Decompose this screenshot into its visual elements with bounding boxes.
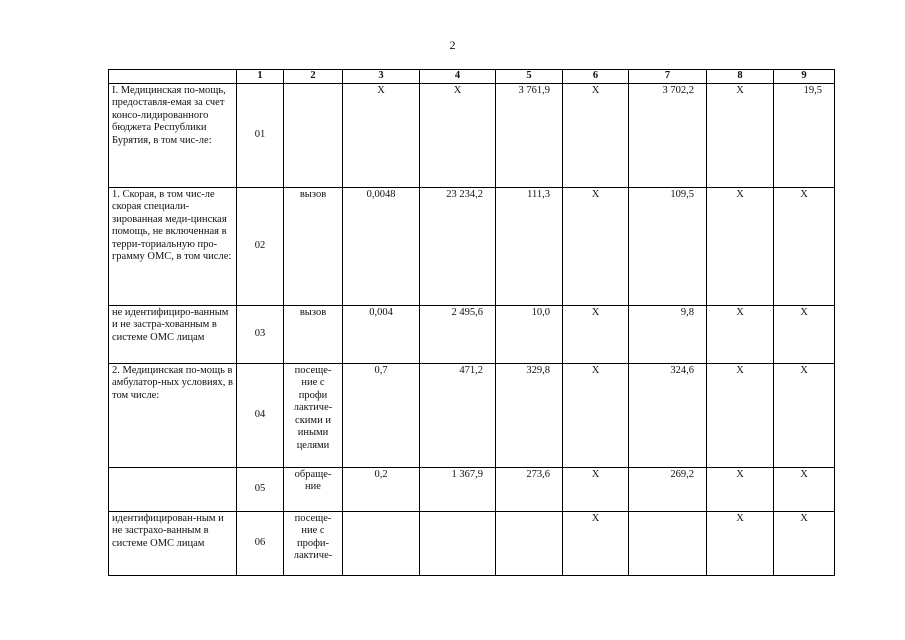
row-label: 1. Скорая, в том чис-ле скорая специали-зированная меди-цинская помощь, не включенная в терри-ториальную про-грамму ОМС, в том числе: <box>109 187 237 305</box>
header-cell: 1 <box>237 70 284 84</box>
table-cell: Х <box>563 511 629 575</box>
table-cell <box>629 511 707 575</box>
page-number: 2 <box>449 38 456 52</box>
row-code: 03 <box>237 305 284 363</box>
row-code: 01 <box>237 83 284 187</box>
row-code: 04 <box>237 363 284 467</box>
table-cell: 324,6 <box>629 363 707 467</box>
table-header-row <box>109 70 835 84</box>
table-row <box>109 83 835 187</box>
row-label: 2. Медицинская по-мощь в амбулатор-ных условиях, в том числе: <box>109 363 237 467</box>
table-cell <box>343 511 420 575</box>
table-cell: Х <box>563 83 629 187</box>
table-cell: 0,2 <box>343 467 420 511</box>
header-cell: 2 <box>284 70 343 84</box>
row-label: не идентифициро-ванным и не застра-хованным в системе ОМС лицам <box>109 305 237 363</box>
table-cell: 1 367,9 <box>420 467 496 511</box>
table-cell: Х <box>707 83 774 187</box>
table-row <box>109 187 835 305</box>
header-cell: 3 <box>343 70 420 84</box>
row-label: идентифицирован-ным и не застрахо-ванным в системе ОМС лицам <box>109 511 237 575</box>
table-cell: Х <box>563 363 629 467</box>
table-cell: Х <box>563 305 629 363</box>
table-row <box>109 467 835 511</box>
unit-cell: обраще-ние <box>284 467 343 511</box>
unit-cell: вызов <box>284 187 343 305</box>
table-cell: 0,7 <box>343 363 420 467</box>
table-cell: Х <box>563 467 629 511</box>
table-cell: 471,2 <box>420 363 496 467</box>
row-code: 02 <box>237 187 284 305</box>
table-row <box>109 511 835 575</box>
table-cell: 0,0048 <box>343 187 420 305</box>
table-cell: 2 495,6 <box>420 305 496 363</box>
table-cell: Х <box>707 467 774 511</box>
table-cell: Х <box>774 187 835 305</box>
table-cell: Х <box>707 305 774 363</box>
table-cell: 329,8 <box>496 363 563 467</box>
row-label <box>109 467 237 511</box>
unit-cell: посеще-ние с профи-лактиче- <box>284 511 343 575</box>
table-cell: 109,5 <box>629 187 707 305</box>
table-cell: 19,5 <box>774 83 835 187</box>
table-cell: 111,3 <box>496 187 563 305</box>
table-cell: Х <box>563 187 629 305</box>
header-cell: 5 <box>496 70 563 84</box>
data-table <box>108 69 835 576</box>
table-cell: 269,2 <box>629 467 707 511</box>
table-cell: Х <box>774 467 835 511</box>
table-cell: Х <box>707 363 774 467</box>
unit-cell: посеще-ние с профи лактиче-скими и иными целями <box>284 363 343 467</box>
table-cell: 10,0 <box>496 305 563 363</box>
table-cell: Х <box>707 187 774 305</box>
header-cell: 4 <box>420 70 496 84</box>
table-cell: Х <box>774 305 835 363</box>
row-code: 06 <box>237 511 284 575</box>
table-cell: 3 761,9 <box>496 83 563 187</box>
table-row <box>109 363 835 467</box>
row-label: I. Медицинская по-мощь, предоставля-емая за счет консо-лидированного бюджета Республики Бурятия, в том чис-ле: <box>109 83 237 187</box>
unit-cell <box>284 83 343 187</box>
table-cell: 3 702,2 <box>629 83 707 187</box>
table-cell: 273,6 <box>496 467 563 511</box>
unit-cell: вызов <box>284 305 343 363</box>
header-cell: 6 <box>563 70 629 84</box>
table-cell: Х <box>343 83 420 187</box>
table-cell <box>496 511 563 575</box>
header-cell: 7 <box>629 70 707 84</box>
row-code: 05 <box>237 467 284 511</box>
table-cell: Х <box>774 511 835 575</box>
table-cell: 23 234,2 <box>420 187 496 305</box>
table-cell <box>420 511 496 575</box>
table-cell: Х <box>774 363 835 467</box>
header-cell: 9 <box>774 70 835 84</box>
table-cell: Х <box>420 83 496 187</box>
header-cell <box>109 70 237 84</box>
table-cell: 0,004 <box>343 305 420 363</box>
table-cell: 9,8 <box>629 305 707 363</box>
header-cell: 8 <box>707 70 774 84</box>
table-row <box>109 305 835 363</box>
table-cell: Х <box>707 511 774 575</box>
